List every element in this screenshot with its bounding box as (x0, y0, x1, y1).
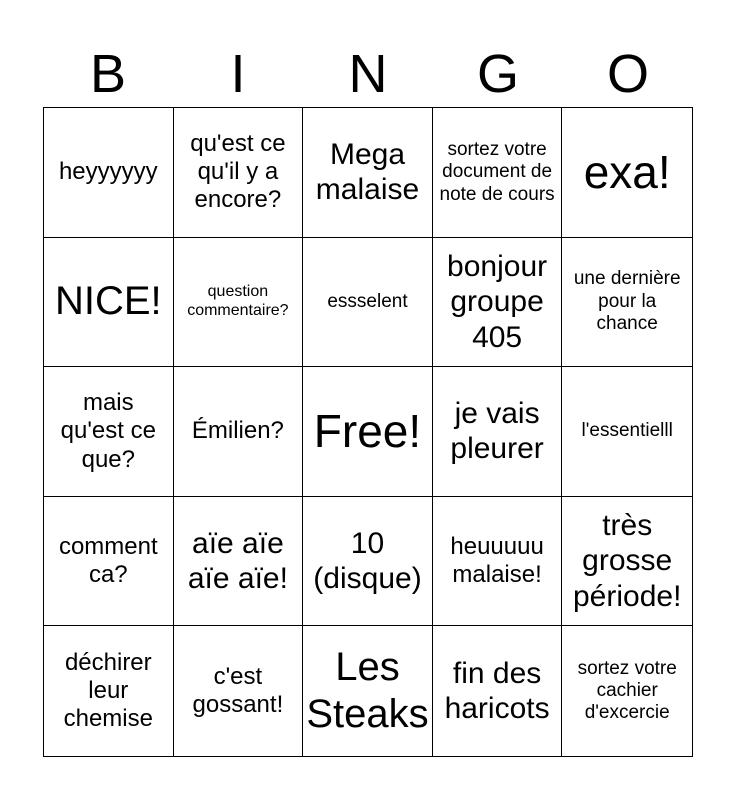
bingo-cell[interactable]: bonjour groupe 405 (433, 238, 563, 368)
bingo-cell[interactable]: NICE! (44, 238, 174, 368)
bingo-cell[interactable]: heyyyyyy (44, 108, 174, 238)
bingo-cell[interactable]: mais qu'est ce que? (44, 367, 174, 497)
bingo-cell[interactable]: aïe aïe aïe aïe! (174, 497, 304, 627)
bingo-cell[interactable]: sortez votre document de note de cours (433, 108, 563, 238)
bingo-cell[interactable]: comment ca? (44, 497, 174, 627)
bingo-header (43, 40, 693, 108)
bingo-cell[interactable]: sortez votre cachier d'excercie (577, 657, 677, 724)
bingo-cell[interactable]: c'est gossant! (174, 626, 304, 756)
bingo-cell[interactable]: je vais pleurer (433, 367, 563, 497)
header-letter-g: G (476, 44, 519, 104)
header-letter-b: B (89, 44, 127, 104)
header-letter-i: I (230, 44, 246, 104)
bingo-cell[interactable]: très grosse période! (562, 497, 692, 627)
header-letter-o: O (606, 44, 649, 104)
bingo-cell[interactable]: fin des haricots (433, 626, 563, 756)
bingo-cell[interactable]: exa! (562, 108, 692, 238)
bingo-cell[interactable]: heuuuuu malaise! (433, 497, 563, 627)
bingo-cell[interactable]: Émilien? (174, 367, 304, 497)
bingo-cell[interactable]: l'essentielll (562, 367, 692, 497)
header-letter-n: N (348, 44, 388, 104)
bingo-cell[interactable]: qu'est ce qu'il y a encore? (174, 108, 304, 238)
bingo-cell[interactable]: question commentaire? (174, 238, 304, 368)
bingo-cell[interactable]: 10 (disque) (303, 497, 433, 627)
bingo-cell[interactable]: Mega malaise (303, 108, 433, 238)
bingo-card-grid (43, 107, 693, 757)
bingo-cell[interactable]: Les Steaks (303, 626, 433, 756)
free-space-cell[interactable]: Free! (303, 367, 433, 497)
bingo-cell[interactable]: déchirer leur chemise (44, 626, 174, 756)
bingo-cell[interactable]: essselent (303, 238, 433, 368)
bingo-cell[interactable]: une dernière pour la chance (562, 238, 692, 368)
